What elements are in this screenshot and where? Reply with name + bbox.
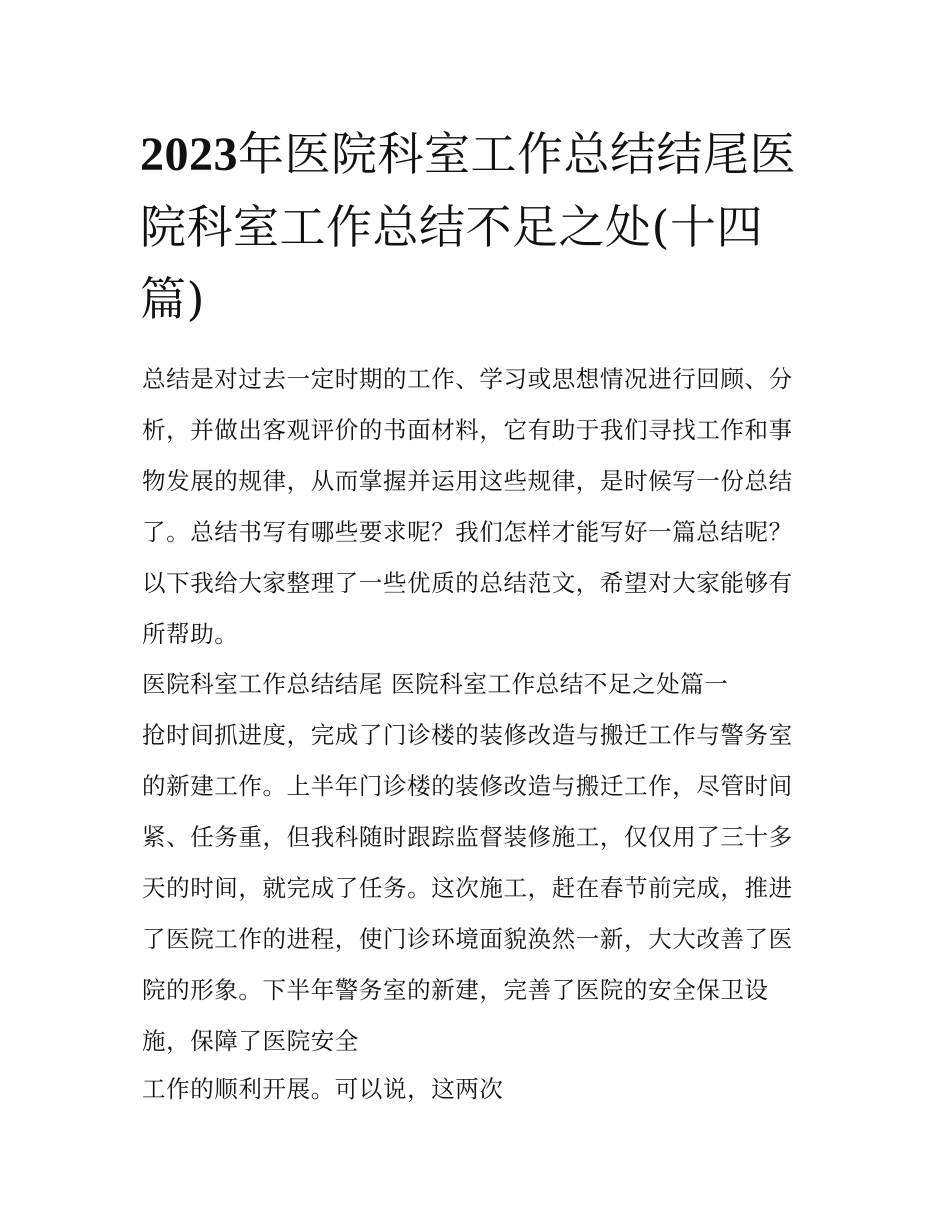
document-title [140, 118, 820, 335]
title-text: 年医院科室工作总结结尾医院科室工作总结不足之处(十四篇) [140, 127, 796, 326]
tail-paragraph: 工作的顺利开展。可以说，这两次 [142, 1075, 504, 1103]
section-heading: 医院科室工作总结结尾 医院科室工作总结不足之处篇一 [142, 670, 729, 698]
title-year: 2023 [140, 128, 238, 181]
intro-paragraph: 总结是对过去一定时期的工作、学习或思想情况进行回顾、分析，并做出客观评价的书面材料，它有助于我们寻找工作和事物发展的规律，从而掌握并运用这些规律，是时候写一份总结了。总结书写有哪些要求呢？我们怎样才能写好一篇总结呢？以下我给大家整理了一些优质的总结范文，希望对大家能够有所帮助。 [142, 365, 793, 648]
section-paragraph: 抢时间抓进度，完成了门诊楼的装修改造与搬迁工作与警务室的新建工作。上半年门诊楼的装修改造与搬迁工作，尽管时间紧、任务重，但我科随时跟踪监督装修施工，仅仅用了三十多天的时间，就完成了任务。这次施工，赶在春节前完成，推进了医院工作的进程，使门诊环境面貌涣然一新，大大改善了医院的形象。下半年警务室的新建，完善了医院的安全保卫设施，保障了医院安全 [142, 721, 793, 1055]
